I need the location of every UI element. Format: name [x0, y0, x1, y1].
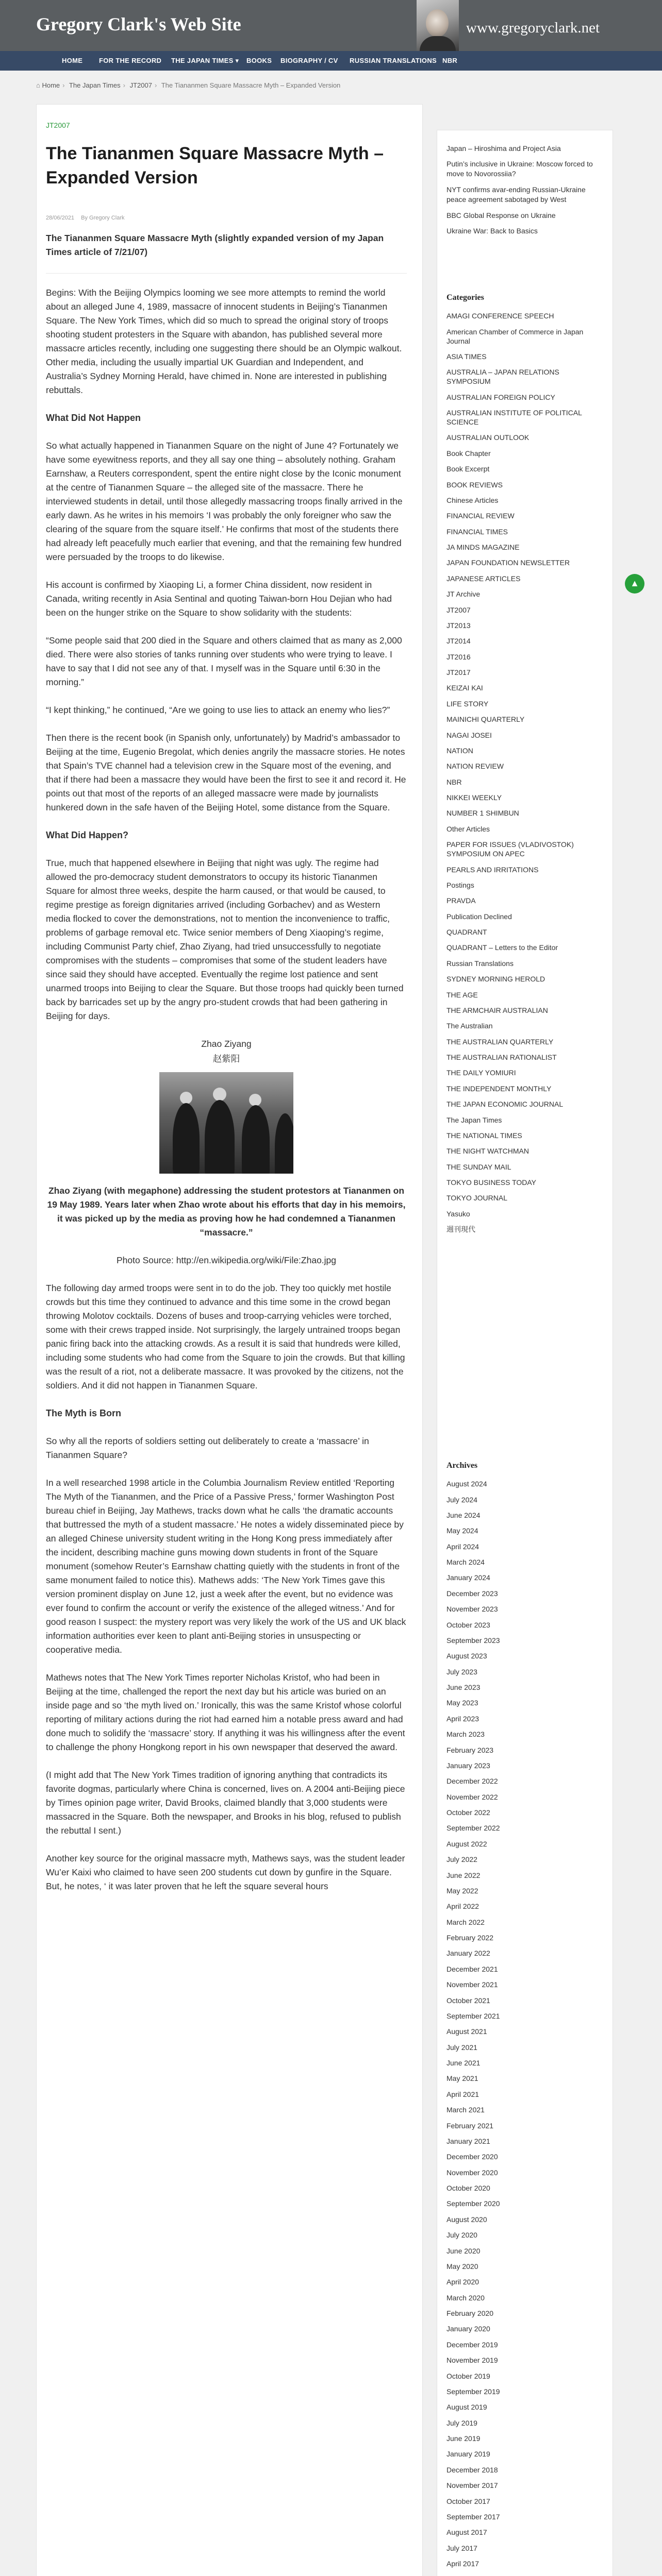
archive-link[interactable]: June 2023 — [446, 1683, 481, 1692]
archive-link[interactable]: June 2020 — [446, 2246, 481, 2255]
archive-link[interactable]: February 2020 — [446, 2309, 494, 2318]
category-link[interactable]: THE INDEPENDENT MONTHLY — [446, 1084, 552, 1093]
quote-paragraph: “I kept thinking,” he continued, “Are we going to use lies to attack an enemy who lies?” — [46, 705, 390, 715]
paragraph: So what actually happened in Tiananmen Square on the night of June 4? Fortunately we have some eyewitness reports, and they all say one thing – absolutely nothing. Graham Earnshaw, a Reuters correspondent, spent the entire night close by the Iconic monument at the centre of Tiananmen Square – the alleged site of the massacre. There he interviewed students in detail, until those allegedly massacring troops finally arrived in the early dawn. As he writes in his memoirs ‘I was probably the only foreigner who saw the clearing of the square from the square itself.’ He confirms that most of the students there had already left peacefully much earlier that evening, and that the remaining few hundred were persuaded by the troops to do likewise. — [46, 440, 403, 562]
archive-link[interactable]: December 2018 — [446, 2465, 498, 2474]
archive-link[interactable]: August 2022 — [446, 1839, 487, 1848]
section-heading: What Did Not Happen — [46, 413, 141, 423]
category-link[interactable]: FINANCIAL TIMES — [446, 527, 508, 536]
category-link[interactable]: MAINICHI QUARTERLY — [446, 715, 525, 724]
archive-link[interactable]: December 2020 — [446, 2153, 498, 2161]
archive-link[interactable]: September 2020 — [446, 2199, 500, 2208]
category-link[interactable]: Book Excerpt — [446, 465, 490, 473]
archive-link[interactable]: November 2022 — [446, 1792, 498, 1801]
archive-link[interactable]: June 2022 — [446, 1871, 481, 1879]
photo-name-zh: 赵紫阳 — [212, 1054, 240, 1064]
category-link[interactable]: Postings — [446, 880, 474, 889]
photo-name-en: Zhao Ziyang — [201, 1039, 252, 1049]
category-link[interactable]: JAPAN FOUNDATION NEWSLETTER — [446, 558, 570, 567]
archive-link[interactable]: August 2021 — [446, 2027, 487, 2036]
archive-link[interactable]: July 2017 — [446, 2544, 477, 2552]
archive-link[interactable]: April 2022 — [446, 1902, 479, 1911]
categories-list — [446, 308, 604, 1237]
paragraph: The following day armed troops were sent in to do the job. They too quickly met hostile crowds but this time they continued to advance and this time some in the crowd began throwing Molotov cocktails. Dozens of buses and troop-carrying vehicles were torched, some with their crews trapped inside. Not surprisingly, the largely untrained troops began panic firing back into the attacking crowds. As a result it is said that hundreds were killed, including some students who had come from the Square to join the crowds. But that killing was the result of a riot, not a deliberate massacre. It was provoked by the citizens, not the soldiers. And it did not happen in Tiananmen Square. — [46, 1283, 405, 1391]
category-link[interactable]: PRAVDA — [446, 896, 476, 905]
nav-item-japan-times[interactable]: THE JAPAN TIMES ▾ — [171, 57, 239, 64]
site-title[interactable]: Gregory Clark's Web Site — [36, 14, 241, 35]
category-link[interactable]: FINANCIAL REVIEW — [446, 512, 515, 520]
category-link[interactable]: THE NATIONAL TIMES — [446, 1131, 522, 1140]
archive-link[interactable]: August 2020 — [446, 2215, 487, 2224]
portrait-face — [426, 9, 449, 37]
photo-caption: Zhao Ziyang (with megaphone) addressing the student protestors at Tiananmen on 19 May 1989. Years later when Zhao wrote about his efforts that day in his memoirs, it was picked up by the media as proving how he had condemned a Tiananmen “massacre.” — [47, 1185, 406, 1238]
archive-link[interactable]: January 2022 — [446, 1949, 490, 1958]
category-link[interactable]: THE AUSTRALIAN RATIONALIST — [446, 1053, 557, 1062]
archive-link[interactable]: March 2021 — [446, 2106, 485, 2114]
site-header — [0, 0, 662, 51]
category-link[interactable]: AUSTRALIAN FOREIGN POLICY — [446, 393, 555, 401]
divider — [46, 273, 407, 274]
category-link[interactable]: PEARLS AND IRRITATIONS — [446, 865, 539, 874]
category-link[interactable]: JT Archive — [446, 590, 481, 599]
page-title: The Tiananmen Square Massacre Myth – Expanded Version — [46, 144, 384, 188]
category-link[interactable]: JT2017 — [446, 668, 471, 677]
archive-link[interactable]: July 2019 — [446, 2418, 477, 2427]
archive-link[interactable]: January 2020 — [446, 2325, 490, 2333]
main-nav — [0, 51, 662, 71]
nav-item-russian-translations[interactable]: RUSSIAN TRANSLATIONS — [350, 57, 437, 64]
nav-item-biography[interactable]: BIOGRAPHY / CV — [280, 57, 338, 64]
category-link[interactable]: ASIA TIMES — [446, 352, 487, 361]
site-url: www.gregoryclark.net — [466, 20, 600, 36]
zhao-ziyang-photo — [159, 1072, 293, 1174]
category-link[interactable]: JT2013 — [446, 621, 471, 630]
category-link[interactable]: THE DAILY YOMIURI — [446, 1069, 516, 1077]
photo-figure — [173, 1103, 200, 1174]
category-link[interactable]: Other Articles — [446, 824, 490, 833]
section-heading: The Myth is Born — [46, 1408, 122, 1418]
archive-link[interactable]: February 2023 — [446, 1745, 494, 1754]
archive-link[interactable]: December 2023 — [446, 1589, 498, 1598]
category-link[interactable]: AMAGI CONFERENCE SPEECH — [446, 312, 554, 320]
category-link[interactable]: AUSTRALIAN OUTLOOK — [446, 433, 529, 442]
recent-post-link[interactable]: Ukraine War: Back to Basics — [446, 227, 538, 235]
archive-link[interactable]: July 2020 — [446, 2231, 477, 2240]
archive-link[interactable]: July 2024 — [446, 1495, 477, 1504]
archive-link[interactable]: June 2021 — [446, 2059, 481, 2067]
recent-post-link[interactable]: BBC Global Response on Ukraine — [446, 211, 556, 219]
recent-post-link[interactable]: NYT confirms avar-ending Russian-Ukraine peace agreement sabotaged by West — [446, 185, 586, 204]
archive-link[interactable]: October 2019 — [446, 2371, 490, 2380]
archive-link[interactable]: March 2023 — [446, 1730, 485, 1739]
category-link[interactable]: JT2007 — [446, 605, 471, 614]
paragraph: Another key source for the original massacre myth, Mathews says, was the student leader Wu’er Kaixi who claimed to have seen 200 students cut down by gunfire in the Square. But, he notes, ‘ it was later proven that he left the square several hours — [46, 1853, 405, 1891]
category-link[interactable]: NBR — [446, 777, 462, 786]
category-link[interactable]: TOKYO JOURNAL — [446, 1194, 507, 1202]
nav-item-for-the-record[interactable]: FOR THE RECORD — [99, 57, 162, 64]
archive-link[interactable]: January 2019 — [446, 2450, 490, 2459]
category-link[interactable]: The Australian — [446, 1022, 493, 1030]
home-icon: ⌂ — [36, 81, 40, 89]
category-link[interactable]: The Japan Times — [446, 1115, 502, 1124]
paragraph: In a well researched 1998 article in the Columbia Journalism Review entitled ‘Reporting The Myth of the Tiananmen, and the Price of a Passive Press,’ former Washington Post bureau chief in Beijing, Jay Mathews, tracks down what he calls ‘the dramatic accounts that buttressed the myth of a student massacre.’ He notes a widely disseminated piece by an alleged Chinese university student writing in the Hong Kong press immediately after the incident, describing machine guns mowing down students in front of the Square monument (somehow Reuter’s Earnshaw chatting quietly with the students in front of the same monument failed to notice this). Mathews adds: ‘The New York Times gave this version prominent display on June 12, just a week after the event, but no evidence was ever found to confirm the account or verify the existence of the alleged witness.’ And for good reason I suspect: the mystery report was very likely the work of the US and UK black information authorities ever keen to plant anti-Beijing stories in unsuspecting or cooperative media. — [46, 1478, 406, 1655]
paragraph: Mathews notes that The New York Times reporter Nicholas Kristof, who had been in Beijing at the time, challenged the report the next day but his article was buried on an inside page and so ‘the myth lived on.’ Ironically, this was the same Kristof whose colorful reporting of military actions during the riot had earned him a notable press award and had done much to solidify the ‘massacre’ story. If anything it was his willingness after the event to challenge the phony Hongkong report in his own newspaper that deserved the award. — [46, 1672, 405, 1752]
archive-link[interactable]: July 2021 — [446, 2043, 477, 2052]
categories-title: Categories — [446, 293, 484, 302]
photo-figure-head — [180, 1092, 192, 1104]
archive-link[interactable]: April 2017 — [446, 2560, 479, 2568]
category-link[interactable]: Russian Translations — [446, 959, 514, 968]
category-link[interactable]: AUSTRALIA – JAPAN RELATIONS SYMPOSIUM — [446, 368, 559, 386]
post-meta — [46, 215, 129, 221]
breadcrumb-home[interactable]: Home — [42, 81, 60, 89]
category-link[interactable]: Yasuko — [446, 1209, 470, 1218]
archive-link[interactable]: September 2023 — [446, 1636, 500, 1645]
category-link[interactable]: 週刊現代 — [446, 1225, 475, 1234]
photo-figure — [242, 1105, 270, 1174]
archive-link[interactable]: March 2022 — [446, 1918, 485, 1926]
article-panel — [36, 104, 423, 2576]
paragraph: (I might add that The New York Times tradition of ignoring anything that contradicts its favorite dogmas, particularly where China is concerned, lives on. A 2004 anti-Beijing piece by Times opinion page writer, David Brooks, claimed blandly that 3,000 students were massacred in the Square. Both the newspaper, and Brooks in his blog, refused to publish the rebuttal I sent.) — [46, 1770, 405, 1836]
back-to-top-button[interactable]: ▲ — [625, 574, 644, 594]
archive-link[interactable]: May 2022 — [446, 1886, 478, 1895]
category-link[interactable]: QUADRANT – Letters to the Editor — [446, 943, 558, 952]
archive-link[interactable]: February 2021 — [446, 2121, 494, 2130]
category-link[interactable]: THE AUSTRALIAN QUARTERLY — [446, 1037, 554, 1046]
category-link[interactable]: Publication Declined — [446, 912, 512, 921]
archive-link[interactable]: November 2023 — [446, 1605, 498, 1614]
category-link[interactable]: NUMBER 1 SHIMBUN — [446, 809, 519, 818]
archive-link[interactable]: June 2024 — [446, 1511, 481, 1519]
category-link[interactable]: THE NIGHT WATCHMAN — [446, 1147, 529, 1156]
archive-link[interactable]: September 2022 — [446, 1824, 500, 1833]
recent-posts-list — [446, 141, 604, 239]
archive-link[interactable]: October 2017 — [446, 2497, 490, 2505]
portrait-photo — [417, 0, 459, 51]
archive-link[interactable]: October 2020 — [446, 2184, 490, 2193]
archive-link[interactable]: November 2017 — [446, 2481, 498, 2490]
archive-link[interactable]: March 2024 — [446, 1558, 485, 1567]
archive-link[interactable]: April 2024 — [446, 1542, 479, 1551]
category-link[interactable]: Book Chapter — [446, 449, 491, 457]
archive-link[interactable]: May 2023 — [446, 1699, 478, 1707]
sidebar — [437, 130, 613, 2576]
archive-link[interactable]: December 2019 — [446, 2340, 498, 2349]
archives-list — [446, 1476, 604, 2576]
archive-link[interactable] — [446, 2571, 604, 2576]
archive-link[interactable]: August 2024 — [446, 1480, 487, 1488]
category-link[interactable]: QUADRANT — [446, 928, 487, 937]
quote-paragraph: “Some people said that 200 died in the Square and others claimed that as many as 2,000 died. There were also stories of tanks running over students who were trying to leave. I have to say that I did not see any of that. I myself was in the Square until 6:30 in the morning.” — [46, 635, 402, 687]
archive-link[interactable]: January 2024 — [446, 1573, 490, 1582]
archive-link[interactable]: December 2022 — [446, 1777, 498, 1786]
category-link[interactable]: NATION REVIEW — [446, 762, 504, 771]
category-link[interactable]: JT2014 — [446, 637, 471, 646]
archive-link[interactable]: August 2017 — [446, 2528, 487, 2537]
breadcrumb-japan-times[interactable]: The Japan Times — [69, 81, 121, 89]
archive-link[interactable]: August 2023 — [446, 1652, 487, 1660]
category-link[interactable]: SYDNEY MORNING HEROLD — [446, 975, 545, 984]
category-link[interactable]: BOOK REVIEWS — [446, 480, 503, 489]
category-link[interactable]: JT2007 — [46, 121, 70, 129]
archive-link[interactable]: November 2021 — [446, 1980, 498, 1989]
portrait-shoulders — [420, 36, 456, 51]
archive-link[interactable]: October 2021 — [446, 1996, 490, 2005]
paragraph: Then there is the recent book (in Spanish only, unfortunately) by Madrid’s ambassador to Beijing at the time, Eugenio Bregolat, which denies angrily the massacre stories. He notes that Spain’s TVE channel had a television crew in the Square most of the evening, and that if there had been a massacre they would have been the first to see it and record it. He points out that most of the reports of an alleged massacre were made by journalists hunkered down in the safe haven of the Beijing Hotel, some distance from the Square. — [46, 733, 406, 812]
article-lead: The Tiananmen Square Massacre Myth (slightly expanded version of my Japan Times article of 7/21/07) — [46, 233, 384, 257]
archive-link[interactable]: May 2024 — [446, 1527, 478, 1535]
archives-widget — [446, 1461, 604, 2576]
archive-link[interactable]: August 2019 — [446, 2403, 487, 2412]
category-link[interactable]: THE JAPAN ECONOMIC JOURNAL — [446, 1100, 564, 1109]
archive-link[interactable]: September 2019 — [446, 2387, 500, 2396]
archive-link[interactable]: April 2021 — [446, 2090, 479, 2098]
photo-figure-head — [249, 1094, 261, 1106]
nav-item-home[interactable]: HOME — [62, 57, 83, 64]
nav-item-nbr[interactable]: NBR — [442, 57, 458, 64]
archive-link[interactable]: January 2021 — [446, 2137, 490, 2145]
archive-link[interactable]: June 2019 — [446, 2434, 481, 2443]
archive-link[interactable]: November 2019 — [446, 2356, 498, 2365]
paragraph: His account is confirmed by Xiaoping Li, a former China dissident, now resident in Canada, writing recently in Asia Sentinal and quoting Taiwan-born Hou Dejian who had been on the hunger strike on the Square to show solidarity with the students: — [46, 580, 392, 618]
recent-posts-widget — [446, 141, 604, 239]
category-link[interactable]: NATION — [446, 746, 473, 755]
archives-title: Archives — [446, 1461, 478, 1470]
archive-link[interactable]: November 2020 — [446, 2168, 498, 2177]
archive-link[interactable]: May 2020 — [446, 2262, 478, 2270]
archive-link[interactable]: September 2017 — [446, 2512, 500, 2521]
category-link[interactable]: TOKYO BUSINESS TODAY — [446, 1178, 537, 1187]
paragraph: Begins: With the Beijing Olympics looming we see more attempts to remind the world about an alleged June 4, 1989, massacre of innocent students in Beijing’s Tiananmen Square. The New York Times, which did so much to spread the original story of troops shooting student protesters in the Square with abandon, has published several more massacre articles recently, including one suggesting there should be an Olympic walkout. Other media, including the usually impartial UK Guardian and Independent, and Australia’s Sydney Morning Herald, have chimed in. None are interested in publishing rebuttals. — [46, 287, 402, 395]
category-link[interactable]: THE AGE — [446, 990, 478, 999]
archive-link[interactable]: April 2020 — [446, 2278, 479, 2286]
archive-link[interactable]: September 2021 — [446, 2011, 500, 2020]
post-date: 28/06/2021 — [46, 215, 75, 221]
photo-source[interactable]: Photo Source: http://en.wikipedia.org/wiki/File:Zhao.jpg — [116, 1255, 337, 1265]
category-link[interactable]: American Chamber of Commerce in Japan Journal — [446, 327, 584, 345]
archive-link[interactable]: March 2020 — [446, 2293, 485, 2302]
nav-item-books[interactable]: BOOKS — [246, 57, 272, 64]
post-author[interactable]: By Gregory Clark — [81, 215, 125, 221]
article-body — [46, 231, 407, 1907]
archive-link[interactable]: October 2023 — [446, 1620, 490, 1629]
archive-link[interactable]: July 2023 — [446, 1667, 477, 1676]
category-link[interactable]: THE ARMCHAIR AUSTRALIAN — [446, 1006, 548, 1014]
category-link[interactable]: KEIZAI KAI — [446, 684, 483, 692]
archive-link[interactable]: July 2022 — [446, 1855, 477, 1864]
photo-figure-head — [213, 1088, 226, 1101]
category-link[interactable]: Chinese Articles — [446, 496, 499, 504]
category-link[interactable]: AUSTRALIAN INSTITUTE OF POLITICAL SCIENCE — [446, 409, 582, 427]
archive-link[interactable]: February 2022 — [446, 1934, 494, 1942]
paragraph: So why all the reports of soldiers setting out deliberately to create a ‘massacre’ in Tiananmen Square? — [46, 1436, 369, 1460]
category-link[interactable]: NIKKEI WEEKLY — [446, 793, 502, 802]
recent-post-link[interactable]: Japan – Hiroshima and Project Asia — [446, 144, 561, 152]
section-heading: What Did Happen? — [46, 830, 128, 840]
categories-widget — [446, 293, 604, 1237]
category-link[interactable]: JT2016 — [446, 652, 471, 661]
photo-figure — [205, 1100, 235, 1174]
breadcrumb-jt2007[interactable]: JT2007 — [129, 81, 152, 89]
category-link[interactable]: NAGAI JOSEI — [446, 731, 492, 739]
archive-link[interactable]: April 2023 — [446, 1714, 479, 1723]
breadcrumb: ⌂ Home › The Japan Times › JT2007 › The Tiananmen Square Massacre Myth – Expanded Version — [36, 81, 341, 89]
archive-link[interactable]: December 2021 — [446, 1964, 498, 1973]
category-link[interactable]: JAPANESE ARTICLES — [446, 574, 521, 583]
category-link[interactable]: LIFE STORY — [446, 699, 489, 708]
category-link[interactable]: THE SUNDAY MAIL — [446, 1162, 511, 1171]
archive-link[interactable]: May 2021 — [446, 2074, 478, 2083]
breadcrumb-current: The Tiananmen Square Massacre Myth – Expanded Version — [161, 81, 341, 89]
category-link[interactable]: PAPER FOR ISSUES (VLADIVOSTOK) SYMPOSIUM ON APEC — [446, 840, 574, 858]
recent-post-link[interactable]: Putin’s inclusive in Ukraine: Moscow forced to move to Novorossiia? — [446, 160, 593, 178]
archive-link[interactable]: October 2022 — [446, 1808, 490, 1817]
archive-link[interactable]: January 2023 — [446, 1761, 490, 1770]
photo-figure — [275, 1113, 293, 1174]
paragraph: True, much that happened elsewhere in Beijing that night was ugly. The regime had allowed the pro-democracy student demonstrators to occupy its historic Tiananmen Square for almost three weeks, despite the harm caused, or that would be caused, to regime prestige as foreign dignitaries arrived (including Gorbachev) and as Western media flocked to cover the demonstrations, not to mention the inconvenience to traffic, problems of garbage removal etc. Twice senior members of Deng Xiaoping’s regime, including Communist Party chief, Zhao Ziyang, had tried unsuccessfully to negotiate compromises with the students – compromises that some of the student leaders have since said they should have accepted. Eventually the regime lost patience and sent unarmed troops into Beijing to clear the Square. But those troops had quickly been turned back by barricades set up by the angry pro-student crowds that had been gathering in Beijing for days. — [46, 858, 404, 1021]
category-link[interactable]: JA MINDS MAGAZINE — [446, 543, 520, 552]
